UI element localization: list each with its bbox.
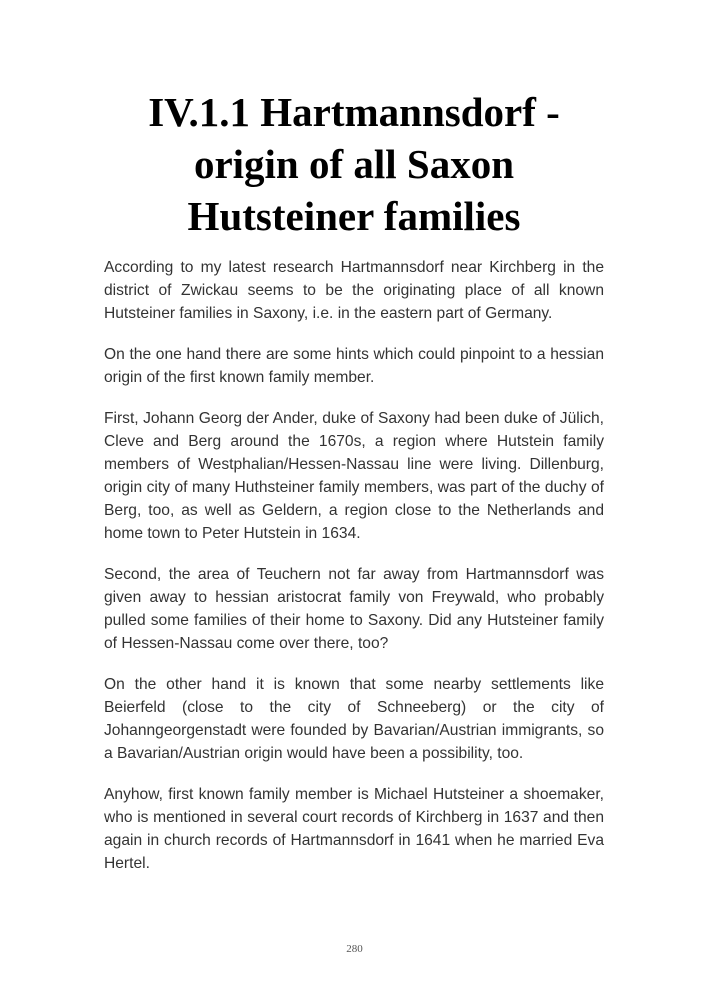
body-text [104,256,604,893]
paragraph-first-member: Anyhow, first known family member is Michael Hutsteiner a shoemaker, who is mentioned in several court records of Kirchberg in 1637 and then again in church records of Hartmannsdorf in 1641 when he married Eva Hertel. [104,786,604,872]
paragraph-hessian-hint: On the one hand there are some hints which could pinpoint to a hessian origin of the first known family member. [104,346,604,386]
paragraph-bavarian-origin: On the other hand it is known that some nearby settlements like Beierfeld (close to the city of Schneeberg) or the city of Johanngeorgenstadt were founded by Bavarian/Austrian immigrants, so a Bavarian/Austrian origin would have been a possibility, too. [104,676,604,762]
page-title: IV.1.1 Hartmannsdorf - origin of all Saxon Hutsteiner families [148,89,560,239]
paragraph-first-reason: First, Johann Georg der Ander, duke of Saxony had been duke of Jülich, Cleve and Berg around the 1670s, a region where Hutstein family members of Westphalian/Hessen-Nassau line were living. Dillenburg, origin city of many Huthsteiner family members, was part of the duchy of Berg, too, as well as Geldern, a region close to the Netherlands and home town to Peter Hutstein in 1634. [104,410,604,542]
page-number: 280 [346,943,363,955]
paragraph-second-reason: Second, the area of Teuchern not far away from Hartmannsdorf was given away to hessian aristocrat family von Freywald, who probably pulled some families of their home to Saxony. Did any Hutsteiner family of Hessen-Nassau come over there, too? [104,566,604,652]
paragraph-intro: According to my latest research Hartmannsdorf near Kirchberg in the district of Zwickau seems to be the originating place of all known Hutsteiner families in Saxony, i.e. in the eastern part of Germany. [104,259,604,322]
